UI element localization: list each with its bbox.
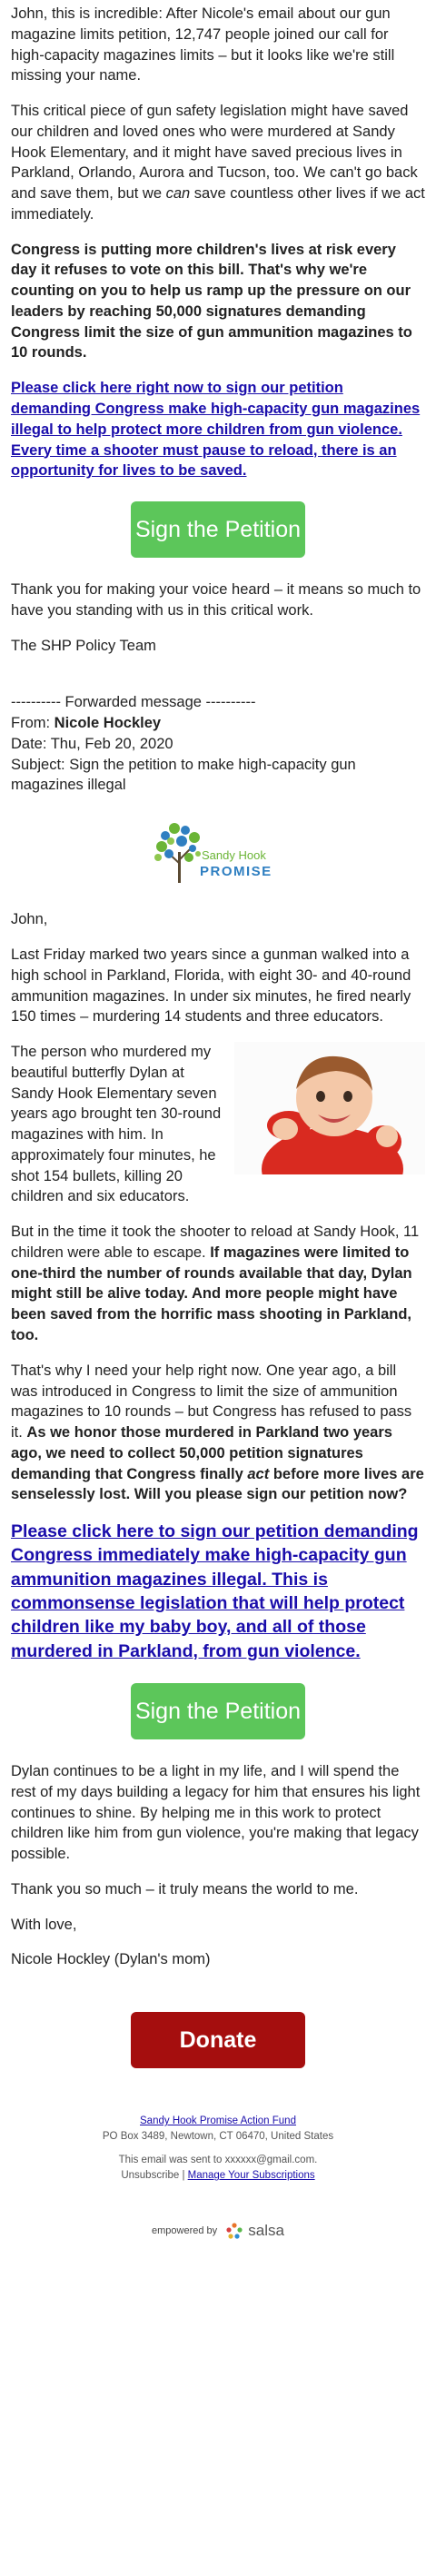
tree-logo-icon bbox=[145, 816, 291, 888]
letter-paragraph-3 bbox=[11, 1222, 425, 1346]
email-body bbox=[11, 0, 425, 2240]
letter-paragraph-1: Last Friday marked two years since a gunman walked into a high school in Parkland, Florida, with eight 30- and 40-round ammunition magazines. In under six minutes, he fired nearly 150 times – murdering 14 students and three educators. bbox=[11, 946, 411, 1025]
unsubscribe-text[interactable]: Unsubscribe bbox=[121, 2170, 180, 2182]
email-footer bbox=[11, 2114, 425, 2184]
powered-by-label: empowered by bbox=[152, 2224, 218, 2236]
manage-subscriptions-link[interactable]: Manage Your Subscriptions bbox=[187, 2170, 315, 2182]
donate-button-row bbox=[11, 2012, 425, 2068]
footer-separator: | bbox=[179, 2170, 188, 2182]
intro-paragraph-2-part-b: save countless other lives if we act immediately. bbox=[11, 185, 425, 223]
intro-paragraph-3: Congress is putting more children's lives at risk every day it refuses to vote on this bill. That's why we're counting on you to help us ramp up the pressure on our leaders by reaching 50,000 signatures demanding Congress limit the size of gun ammunition magazines to 10 rounds. bbox=[11, 241, 412, 362]
petition-link-1[interactable]: Please click here right now to sign our petition demanding Congress make high-capacity gun magazines illegal to help protect more children from gun violence. Every time a shooter must pause to reload, there is an opportunity for lives to be saved. bbox=[11, 380, 421, 480]
intro-paragraph-2 bbox=[11, 101, 425, 225]
forwarded-header bbox=[11, 692, 425, 796]
letter-signature: Nicole Hockley (Dylan's mom) bbox=[11, 1951, 211, 1968]
letter-paragraph-6: Thank you so much – it truly means the world to me. bbox=[11, 1880, 359, 1897]
forwarded-subject: Subject: Sign the petition to make high-capacity gun magazines illegal bbox=[11, 756, 356, 794]
letter-paragraph-3-bold: If magazines were limited to one-third the number of rounds available that day, Dylan might still be alive today. And more people might have been saved from the horrific mass shooting in Parkland, too. bbox=[11, 1243, 412, 1343]
letter-closing: With love, bbox=[11, 1916, 77, 1933]
sign-petition-button-1[interactable]: Sign the Petition bbox=[131, 501, 305, 558]
letter-paragraph-4-bold-b: before more lives are senselessly lost. Will you please sign our petition now? bbox=[11, 1465, 424, 1503]
intro-paragraph-1: John, this is incredible: After Nicole's email about our gun magazine limits petition, 12,747 people joined our call for high-capacity magazines limits – but it looks like we're still missing your name. bbox=[11, 5, 395, 84]
salsa-logo-icon bbox=[225, 2222, 243, 2240]
org-address: PO Box 3489, Newtown, CT 06470, United States bbox=[102, 2130, 334, 2142]
forwarded-from bbox=[11, 713, 425, 734]
forwarded-from-label: From: bbox=[11, 715, 54, 732]
letter-paragraph-4-part-a: That's why I need your help right now. One year ago, a bill was introduced in Congress to limit the size of ammunition magazines to 10 rounds – but Congress has refused to pass it. bbox=[11, 1362, 412, 1442]
powered-by-salsa bbox=[11, 2222, 425, 2240]
letter-paragraph-4 bbox=[11, 1361, 425, 1505]
intro-paragraph-2-emphasis: can bbox=[165, 185, 191, 203]
forwarded-divider: ---------- Forwarded message ---------- bbox=[11, 694, 256, 711]
logo-text-line-1: Sandy Hook bbox=[202, 848, 266, 863]
letter-paragraph-3-part-a: But in the time it took the shooter to reload at Sandy Hook, 11 children were able to escape. bbox=[11, 1224, 420, 1261]
petition-link-2[interactable]: Please click here to sign our petition demanding Congress immediately make high-capacity gun ammunition magazines illegal. This is commonsense legislation that will help protect children like my baby boy, and all of those murdered in Parkland, from gun violence. bbox=[11, 1521, 419, 1661]
sandy-hook-promise-logo bbox=[11, 816, 425, 893]
org-link[interactable]: Sandy Hook Promise Action Fund bbox=[140, 2115, 296, 2127]
letter-greeting: John, bbox=[11, 911, 48, 928]
intro-paragraph-2-part-a: This critical piece of gun safety legislation might have saved our children and loved ones who were murdered at Sandy Hook Elementary, and it might have saved precious lives in Parkland, Orlando, Aurora and Tucson, too. We can't go back and save them, but we bbox=[11, 103, 418, 203]
dylan-section bbox=[11, 1042, 425, 1207]
donate-button[interactable]: Donate bbox=[131, 2012, 305, 2068]
sent-to-notice: This email was sent to xxxxxx@gmail.com. bbox=[118, 2155, 318, 2166]
dylan-photo bbox=[234, 1042, 425, 1174]
logo-text-line-2: PROMISE bbox=[200, 864, 272, 880]
policy-team-signoff: The SHP Policy Team bbox=[11, 637, 156, 654]
petition-button-row-2 bbox=[11, 1683, 425, 1739]
letter-paragraph-4-bold-a: As we honor those murdered in Parkland two years ago, we need to collect 50,000 petition signatures demanding that Congress finally bbox=[11, 1424, 392, 1482]
forwarded-from-name: Nicole Hockley bbox=[54, 715, 162, 732]
letter-paragraph-5: Dylan continues to be a light in my life, and I will spend the rest of my days building a legacy for him that ensures his light continues to shine. By helping me in this work to protect children like him from gun violence, you're making that legacy possible. bbox=[11, 1762, 421, 1863]
thanks-paragraph: Thank you for making your voice heard – it means so much to have you standing with us in this critical work. bbox=[11, 581, 421, 619]
subscription-links bbox=[11, 2168, 425, 2184]
letter-paragraph-4-emphasis: act bbox=[247, 1465, 270, 1482]
sign-petition-button-2[interactable]: Sign the Petition bbox=[131, 1683, 305, 1739]
letter-paragraph-2: The person who murdered my beautiful butterfly Dylan at Sandy Hook Elementary seven years ago brought ten 30-round magazines with him. In approximately four minutes, he shot 154 bullets, killing 20 children and six educators. bbox=[11, 1044, 222, 1205]
salsa-wordmark: salsa bbox=[248, 2221, 284, 2239]
petition-button-row-1 bbox=[11, 501, 425, 558]
forwarded-date: Date: Thu, Feb 20, 2020 bbox=[11, 735, 173, 752]
